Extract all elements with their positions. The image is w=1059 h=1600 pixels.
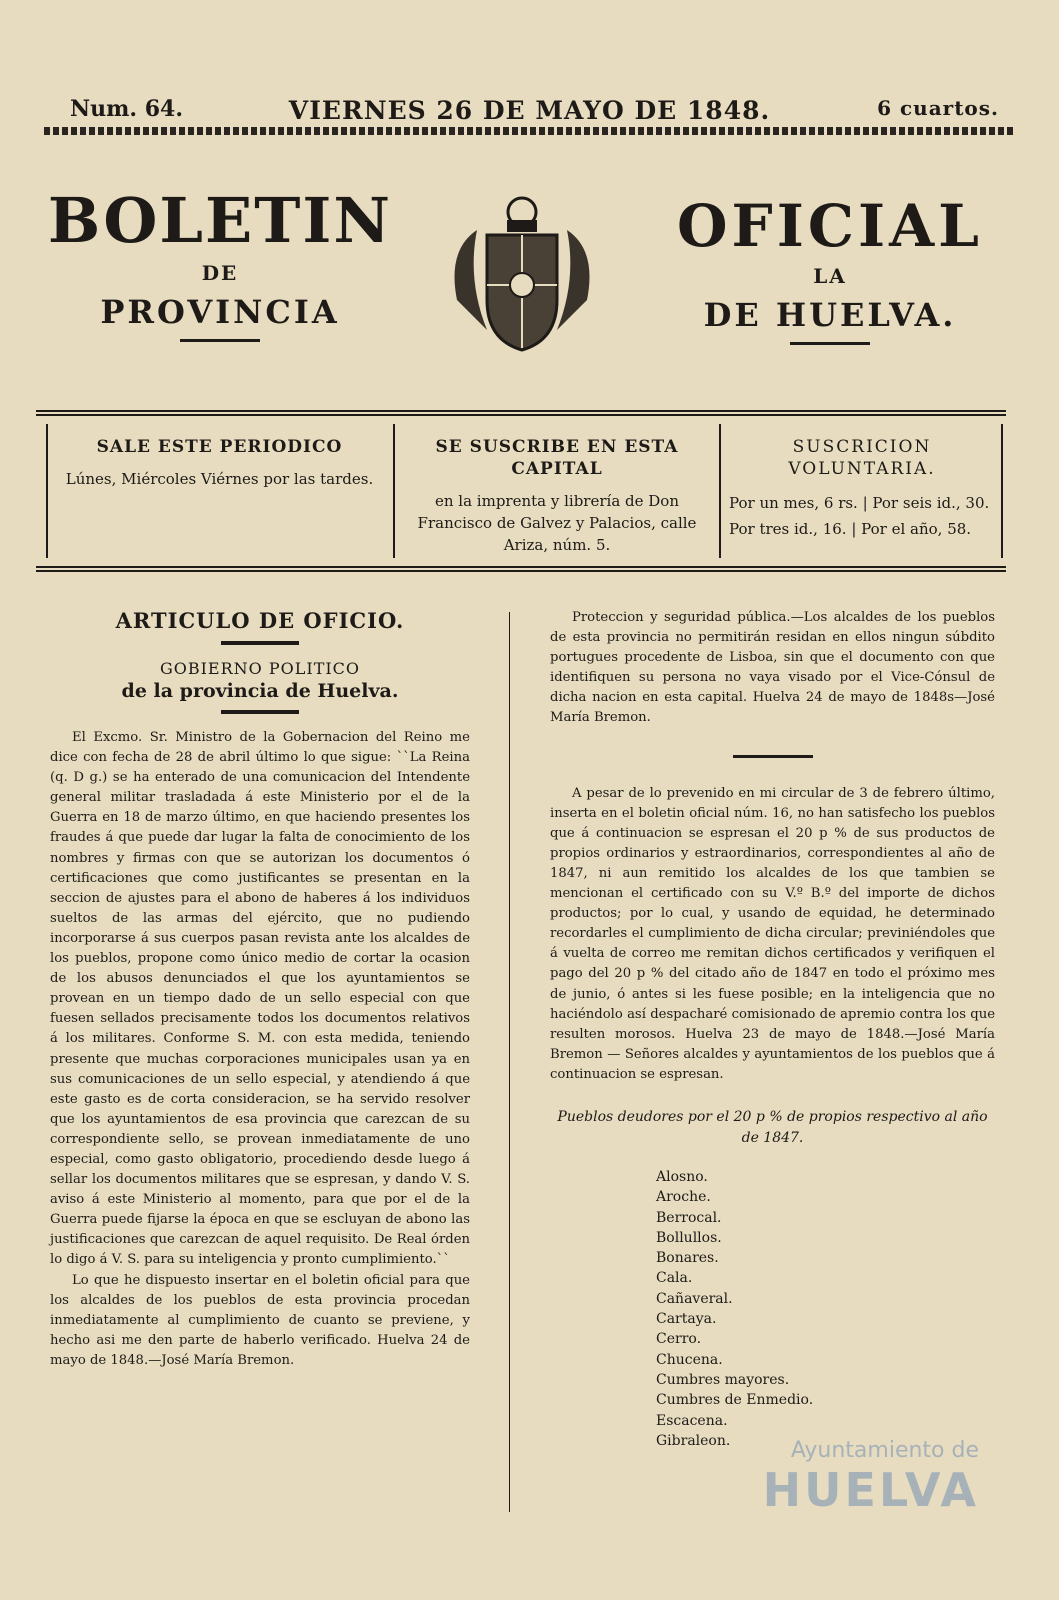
town-list-item: Cartaya. [656, 1311, 717, 1328]
town-list-item: Cerro. [656, 1331, 702, 1348]
masthead-de-huelva: DE HUELVA. [703, 296, 957, 334]
town-list-item: Berrocal. [656, 1209, 722, 1226]
title-rule [221, 641, 299, 645]
public-safety-notice: Proteccion y seguridad pública.—Los alcaldes de los pueblos de esta provincia no permitirán residan en ellos ningun súbdito portugues procedente de Lisboa, sin que el documento con que identifiquen su persona no vaya visado por el Vice-Cónsul de dicha nacion en esta capital. Huelva 24 de mayo de 1848s—José María Bremon. [550, 610, 995, 726]
town-list-item: Gibraleon. [656, 1432, 731, 1449]
left-column [50, 608, 470, 1371]
town-list-item: Cala. [656, 1270, 693, 1287]
issue-date: VIERNES 26 DE MAYO DE 1848. [288, 96, 771, 125]
rate-line-1: Por un mes, 6 rs. | Por seis id., 30. [729, 494, 990, 512]
masthead-left-rule [180, 339, 260, 342]
schedule-text: Lúnes, Miércoles Viérnes por las tardes. [65, 470, 374, 488]
town-list-item: Bonares. [656, 1250, 719, 1267]
subscription-box [36, 410, 1006, 572]
issue-price: 6 cuartos. [877, 96, 999, 120]
town-list-item: Chucena. [656, 1351, 723, 1368]
town-list-item: Aroche. [656, 1189, 711, 1206]
debtor-town-list [550, 1167, 995, 1451]
masthead-right [660, 192, 1000, 345]
archive-watermark [679, 1438, 979, 1558]
watermark-main: HUELVA [762, 1463, 979, 1517]
subscription-title: SE SUSCRIBE EN ESTA CAPITAL [435, 437, 679, 479]
governor-instruction-text: Lo que he dispuesto insertar en el boletin oficial para que los alcaldes de los pueblos de esta provincia procedan inmediatamente al cumplimiento de cuanto se previene, y hecho asi me den parte de haberlo verificado. Huelva 24 de mayo de 1848.—José María Bremon. [50, 1272, 470, 1368]
government-heading: GOBIERNO POLITICO [159, 659, 361, 678]
town-list-item: Cañaveral. [656, 1290, 733, 1307]
heading-rule [221, 710, 299, 714]
masthead-left [40, 185, 400, 342]
masthead-oficial: OFICIAL [677, 192, 983, 260]
debtor-notice: A pesar de lo prevenido en mi circular de 3 de febrero último, inserta en el boletin oficial núm. 16, no han satisfecho los pueblos que á continuacion se espresan el 20 p % de sus productos de propios ordinarios y estraordinarios, correspondientes al año de 1847, ni aun remitido los alcaldes de los que tambien se mencionan el certificado con su V.º B.º del importe de dichos productos; por lo cual, y usando de equidad, he determinado recordarles el cumplimiento de dicha circular; previniéndoles que á vuelta de correo me remitan dichos certificados y verifiquen el pago del 20 p % del citado año de 1847 en todo el próximo mes de junio, ó antes si les fuese posible; en la inteligencia que no haciéndolo así despacharé comisionado de apremio contra los que resulten morosos. Huelva 23 de mayo de 1848.—José María Bremon — Señores alcaldes y ayuntamientos de los pueblos que á continuacion se espresan. [550, 785, 995, 1082]
province-heading: de la provincia de Huelva. [121, 680, 399, 702]
rates-title: SUSCRICION VOLUNTARIA. [788, 437, 936, 479]
schedule-title: SALE ESTE PERIODICO [96, 437, 343, 457]
town-list-item: Cumbres mayores. [656, 1371, 790, 1388]
town-list-item: Escacena. [656, 1412, 728, 1429]
section-rule [733, 755, 813, 758]
coat-of-arms-icon [447, 190, 597, 360]
town-list-item: Bollullos. [656, 1229, 722, 1246]
watermark-top: Ayuntamiento de [790, 1438, 979, 1463]
masthead-boletin: BOLETIN [47, 184, 393, 257]
article-title: ARTICULO DE OFICIO. [115, 608, 405, 633]
masthead-provincia: PROVINCIA [100, 293, 340, 331]
right-column [550, 608, 995, 1451]
town-list-item: Cumbres de Enmedio. [656, 1392, 814, 1409]
masthead-la: LA [813, 264, 847, 288]
town-list-item: Alosno. [656, 1168, 708, 1185]
rate-line-2: Por tres id., 16. | Por el año, 58. [729, 520, 972, 538]
debtor-list-title: Pueblos deudores por el 20 p % de propios respectivo al año de 1847. [557, 1108, 988, 1146]
issue-number: Num. 64. [70, 96, 183, 122]
column-divider [509, 612, 510, 1512]
ministerial-order-text: El Excmo. Sr. Ministro de la Gobernacion del Reino me dice con fecha de 28 de abril último lo que sigue: ``La Reina (q. D g.) se ha enterado de una comunicacion del Intendente general militar trasladada á este Ministerio por el de la Guerra en 18 de marzo último, en que haciendo presentes los fraudes á que puede dar lugar la falta de conocimiento de los nombres y firmas con que se autorizan los documentos ó certificaciones que como justificantes se presentan en la seccion de ajustes para el abono de haberes á los individuos sueltos de las armas del ejército, que no pudiendo incorporarse á sus cuerpos pasan revista ante los alcaldes de los pueblos, propone como único medio de cortar la ocasion de los abusos denunciados el que los ayuntamientos se provean en un tiempo dado de un sello especial con que fuesen sellados precisamente todos los documentos relativos á los militares. Conforme S. M. con esta medida, teniendo presente que muchas corporaciones municipales usan ya en sus comunicaciones de un sello especial, y atendiendo á que este gasto es de corta consideracion, se ha servido resolver que los ayuntamientos de esa provincia que carezcan de su correspondiente sello, se provean inmediatamente de uno especial, como gasto obligatorio, procediendo desde luego á sellar los documentos militares que se espresan, y dando V. S. aviso á este Ministerio al momento, para que por el de la Guerra puede fijarse la época en que se escluyan de abono las justificaciones que carezcan de aquel requisito. De Real órden lo digo á V. S. para su inteligencia y pronto cumplimiento.`` [50, 730, 470, 1268]
subscription-rates [723, 424, 1003, 558]
masthead-right-rule [790, 342, 870, 345]
subscription-place [393, 424, 721, 558]
ornamental-rule [44, 127, 1015, 135]
masthead-de: DE [201, 261, 239, 285]
subscription-text: en la imprenta y librería de Don Francisco de Galvez y Palacios, calle Ariza, núm. 5. [417, 492, 697, 554]
publication-schedule [46, 424, 391, 558]
